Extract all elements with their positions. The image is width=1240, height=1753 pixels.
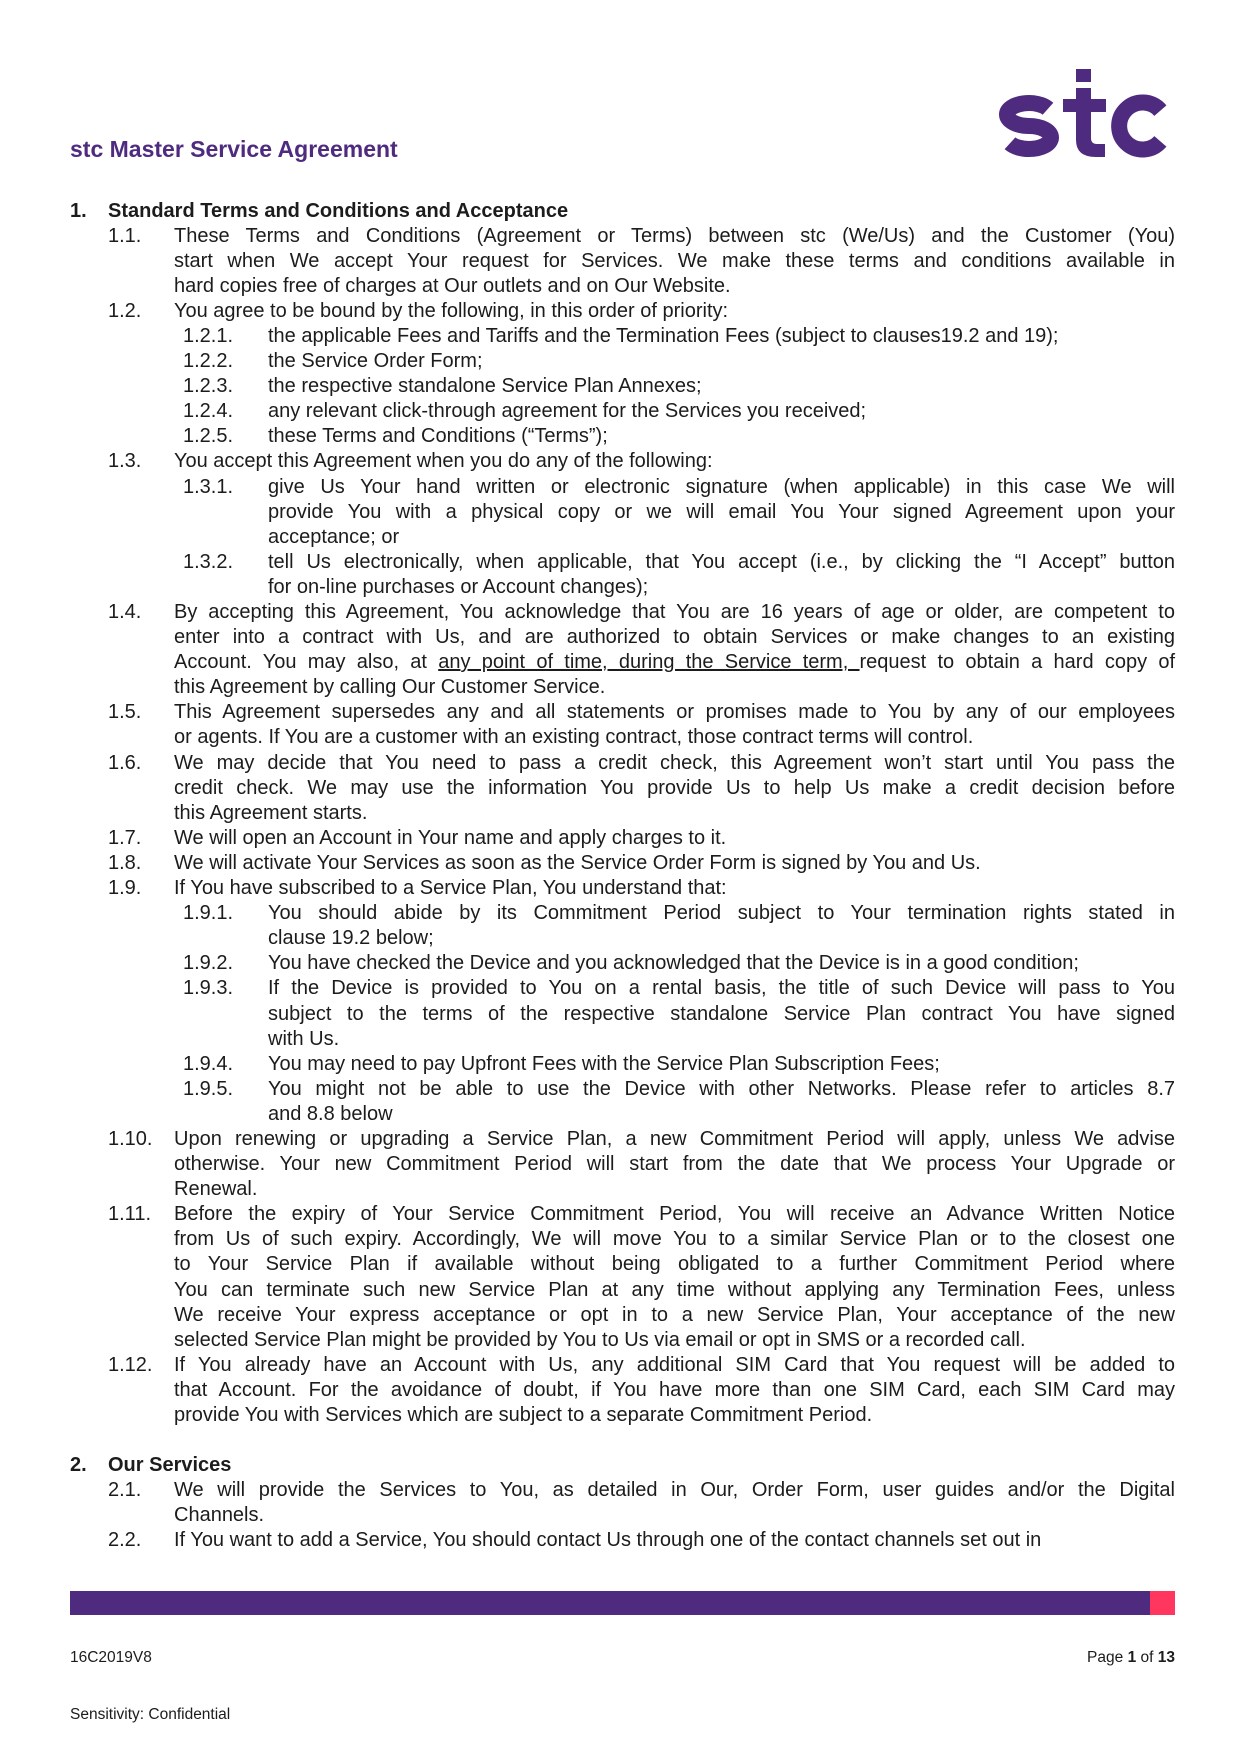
clause: [108, 1353, 1175, 1428]
page-number: [1087, 1649, 1175, 1667]
clause-line: If You want to add a Service, You should contact Us through one of the contact channels set out in: [174, 1529, 1042, 1552]
clause-line: Channels.: [174, 1504, 265, 1527]
sub-clause-number: 1.9.3.: [183, 977, 234, 1000]
logo-letter-s: [1007, 103, 1051, 149]
clause-line: this Agreement by calling Our Customer Service.: [174, 676, 606, 699]
clause: [108, 851, 1175, 876]
clause-line: You accept this Agreement when you do any of the following:: [174, 450, 713, 473]
sub-clause: [183, 324, 1175, 349]
sub-clause: [183, 399, 1175, 424]
clause: [108, 449, 1175, 474]
sub-clause-number: 1.2.3.: [183, 375, 234, 398]
clause-line: You can terminate such new Service Plan at any time without applying any Termination Fees, unless: [174, 1278, 1175, 1301]
sub-clause: [183, 951, 1175, 976]
stc-logo: [996, 66, 1178, 161]
clause-line: subject to the terms of the respective standalone Service Plan contract You have signed: [268, 1002, 1175, 1025]
footer-bar-accent: [1150, 1591, 1175, 1615]
clause-line: You may need to pay Upfront Fees with the Service Plan Subscription Fees;: [268, 1052, 940, 1075]
clause-line: the respective standalone Service Plan Annexes;: [268, 375, 702, 398]
clause-line: We may decide that You need to pass a credit check, this Agreement won’t start until You pass the: [174, 751, 1175, 774]
clause-number: 2.2.: [108, 1529, 142, 1552]
clause-number: 1.7.: [108, 826, 142, 849]
clause-number: 1.2.: [108, 299, 142, 322]
page-label: Page: [1087, 1649, 1124, 1666]
clause-line: tell Us electronically, when applicable, that You accept (i.e., by clicking the “I Accept” button: [268, 550, 1175, 573]
clause-line: clause 19.2 below;: [268, 927, 434, 950]
sub-clause-number: 1.2.5.: [183, 425, 234, 448]
clause-line: If the Device is provided to You on a rental basis, the title of such Device will pass to You: [268, 977, 1175, 1000]
sub-clause-number: 1.9.2.: [183, 952, 234, 975]
clause-number: 1.1.: [108, 224, 142, 247]
document-code: 16C2019V8: [70, 1649, 152, 1666]
page-of-label: of: [1140, 1649, 1154, 1666]
clause-line: Before the expiry of Your Service Commitment Period, You will receive an Advance Written Notice: [174, 1203, 1175, 1226]
clause-line: You have checked the Device and you acknowledged that the Device is in a good condition;: [268, 952, 1079, 975]
clause-line: otherwise. Your new Commitment Period will start from the date that We process Your Upgrade or: [174, 1153, 1175, 1176]
clause-line: enter into a contract with Us, and are authorized to obtain Services or make changes to an existing: [174, 626, 1175, 649]
section-number: 2.: [70, 1454, 87, 1477]
logo-letter-c: [1119, 103, 1160, 150]
clause: [108, 1478, 1175, 1528]
clause-line: We will activate Your Services as soon as the Service Order Form is signed by You and Us.: [174, 851, 981, 874]
clause: [108, 1528, 1175, 1553]
sub-clause: [183, 1077, 1175, 1127]
sub-clause: [183, 349, 1175, 374]
clause-line: You agree to be bound by the following, in this order of priority:: [174, 299, 729, 322]
clause-line: to Your Service Plan if available without being obligated to a further Commitment Period where: [174, 1253, 1175, 1276]
clause-line: with Us.: [268, 1027, 340, 1050]
clause-line: provide You with a physical copy or we will email You Your signed Agreement upon your: [268, 500, 1175, 523]
clause-number: 1.12.: [108, 1353, 153, 1376]
footer-bar: [70, 1591, 1150, 1615]
clause: [108, 299, 1175, 324]
section: [0, 1453, 1240, 1553]
clause-line: You might not be able to use the Device with other Networks. Please refer to articles 8.7: [268, 1077, 1175, 1100]
clause-number: 1.3.: [108, 450, 142, 473]
clause: [108, 700, 1175, 750]
clause-line: By accepting this Agreement, You acknowledge that You are 16 years of age or older, are competent to: [174, 601, 1175, 623]
sub-clause-number: 1.9.5.: [183, 1077, 234, 1100]
clause-number: 1.10.: [108, 1127, 153, 1150]
clause-line: Renewal.: [174, 1178, 258, 1201]
section-title: Our Services: [108, 1454, 232, 1477]
sub-clause-number: 1.9.1.: [183, 902, 234, 925]
document-title: stc Master Service Agreement: [70, 136, 398, 162]
clause-line: start when We accept Your request for Services. We make these terms and conditions available in: [174, 249, 1175, 272]
clause-line: or agents. If You are a customer with an existing contract, those contract terms will control.: [174, 726, 974, 749]
section-number: 1.: [70, 199, 87, 222]
clause-number: 1.9.: [108, 877, 142, 900]
clause-line: this Agreement starts.: [174, 801, 368, 824]
clause: [108, 826, 1175, 851]
clause-number: 1.8.: [108, 851, 142, 874]
document-body: [0, 199, 1240, 1554]
clause-line: credit check. We may use the information You provide Us to help Us make a credit decision before: [174, 776, 1175, 799]
clause: [108, 224, 1175, 299]
clause-line: hard copies free of charges at Our outlets and on Our Website.: [174, 274, 731, 297]
section-title: Standard Terms and Conditions and Acceptance: [108, 199, 569, 222]
clause-line: selected Service Plan might be provided by You to Us via email or opt in SMS or a recorded call.: [174, 1328, 1026, 1351]
clause-line: and 8.8 below: [268, 1102, 393, 1125]
clause: [108, 1202, 1175, 1353]
clause: [108, 751, 1175, 826]
clause-line: for on-line purchases or Account changes);: [268, 575, 649, 598]
sub-clause: [183, 374, 1175, 399]
clause-number: 1.6.: [108, 751, 142, 774]
clause-line: acceptance; or: [268, 525, 400, 548]
clause-line: You should abide by its Commitment Period subject to Your termination rights stated in: [268, 902, 1175, 925]
clause-line: the applicable Fees and Tariffs and the Termination Fees (subject to clauses19.2 and 19);: [268, 324, 1059, 347]
sub-clause: [183, 550, 1175, 600]
sub-clause-number: 1.2.1.: [183, 324, 234, 347]
clause-number: 1.4.: [108, 601, 142, 623]
sub-clause-number: 1.3.1.: [183, 475, 234, 498]
sub-clause: [183, 901, 1175, 951]
section: [0, 199, 1240, 1429]
clause-number: 2.1.: [108, 1479, 142, 1502]
clause-line: These Terms and Conditions (Agreement or Terms) between stc (We/Us) and the Customer (You): [174, 224, 1175, 247]
sub-clause: [183, 424, 1175, 449]
sub-clause: [183, 1052, 1175, 1077]
clause: [108, 876, 1175, 901]
page-current: 1: [1127, 1649, 1137, 1666]
clause-line: [174, 650, 1175, 675]
clause-line: This Agreement supersedes any and all statements or promises made to You by any of our employees: [174, 701, 1175, 724]
clause-line: We will provide the Services to You, as detailed in Our, Order Form, user guides and/or the Digital: [174, 1479, 1175, 1502]
clause-line: We will open an Account in Your name and apply charges to it.: [174, 826, 727, 849]
underlined-text: any point of time, during the Service term,: [438, 651, 860, 674]
clause-line: the Service Order Form;: [268, 350, 483, 373]
clause-line: these Terms and Conditions (“Terms”);: [268, 425, 608, 448]
clause-line: from Us of such expiry. Accordingly, We will move You to a similar Service Plan or to the closest one: [174, 1228, 1175, 1251]
sub-clause-number: 1.2.2.: [183, 350, 234, 373]
clause-line: If You have subscribed to a Service Plan, You understand that:: [174, 877, 727, 900]
clause-line: If You already have an Account with Us, any additional SIM Card that You request will be added to: [174, 1353, 1175, 1376]
clause-line: Upon renewing or upgrading a Service Plan, a new Commitment Period will apply, unless We advise: [174, 1127, 1175, 1150]
clause: [108, 1127, 1175, 1202]
clause-number: 1.11.: [108, 1203, 151, 1226]
text-segment: request to obtain a hard copy of: [859, 651, 1175, 674]
sub-clause: [183, 475, 1175, 550]
clause-number: 1.5.: [108, 701, 142, 724]
clause-line: give Us Your hand written or electronic signature (when applicable) in this case We will: [268, 475, 1175, 498]
text-segment: Account. You may also, at: [174, 651, 439, 674]
sub-clause: [183, 976, 1175, 1051]
sensitivity-label: Sensitivity: Confidential: [70, 1706, 231, 1723]
clause: [108, 600, 1175, 700]
logo-letter-t: [1063, 69, 1106, 157]
sub-clause-number: 1.3.2.: [183, 550, 234, 573]
clause-line: that Account. For the avoidance of doubt, if You have more than one SIM Card, each SIM Card may: [174, 1378, 1175, 1401]
sub-clause-number: 1.2.4.: [183, 400, 234, 423]
section-heading: [0, 1453, 1240, 1478]
clause-line: We receive Your express acceptance or opt in to a new Service Plan, Your acceptance of the new: [174, 1303, 1175, 1326]
clause-line: provide You with Services which are subject to a separate Commitment Period.: [174, 1404, 873, 1426]
page-total: 13: [1157, 1649, 1175, 1666]
clause-line: any relevant click-through agreement for the Services you received;: [268, 400, 867, 423]
section-heading: [0, 199, 1240, 224]
sub-clause-number: 1.9.4.: [183, 1052, 234, 1075]
